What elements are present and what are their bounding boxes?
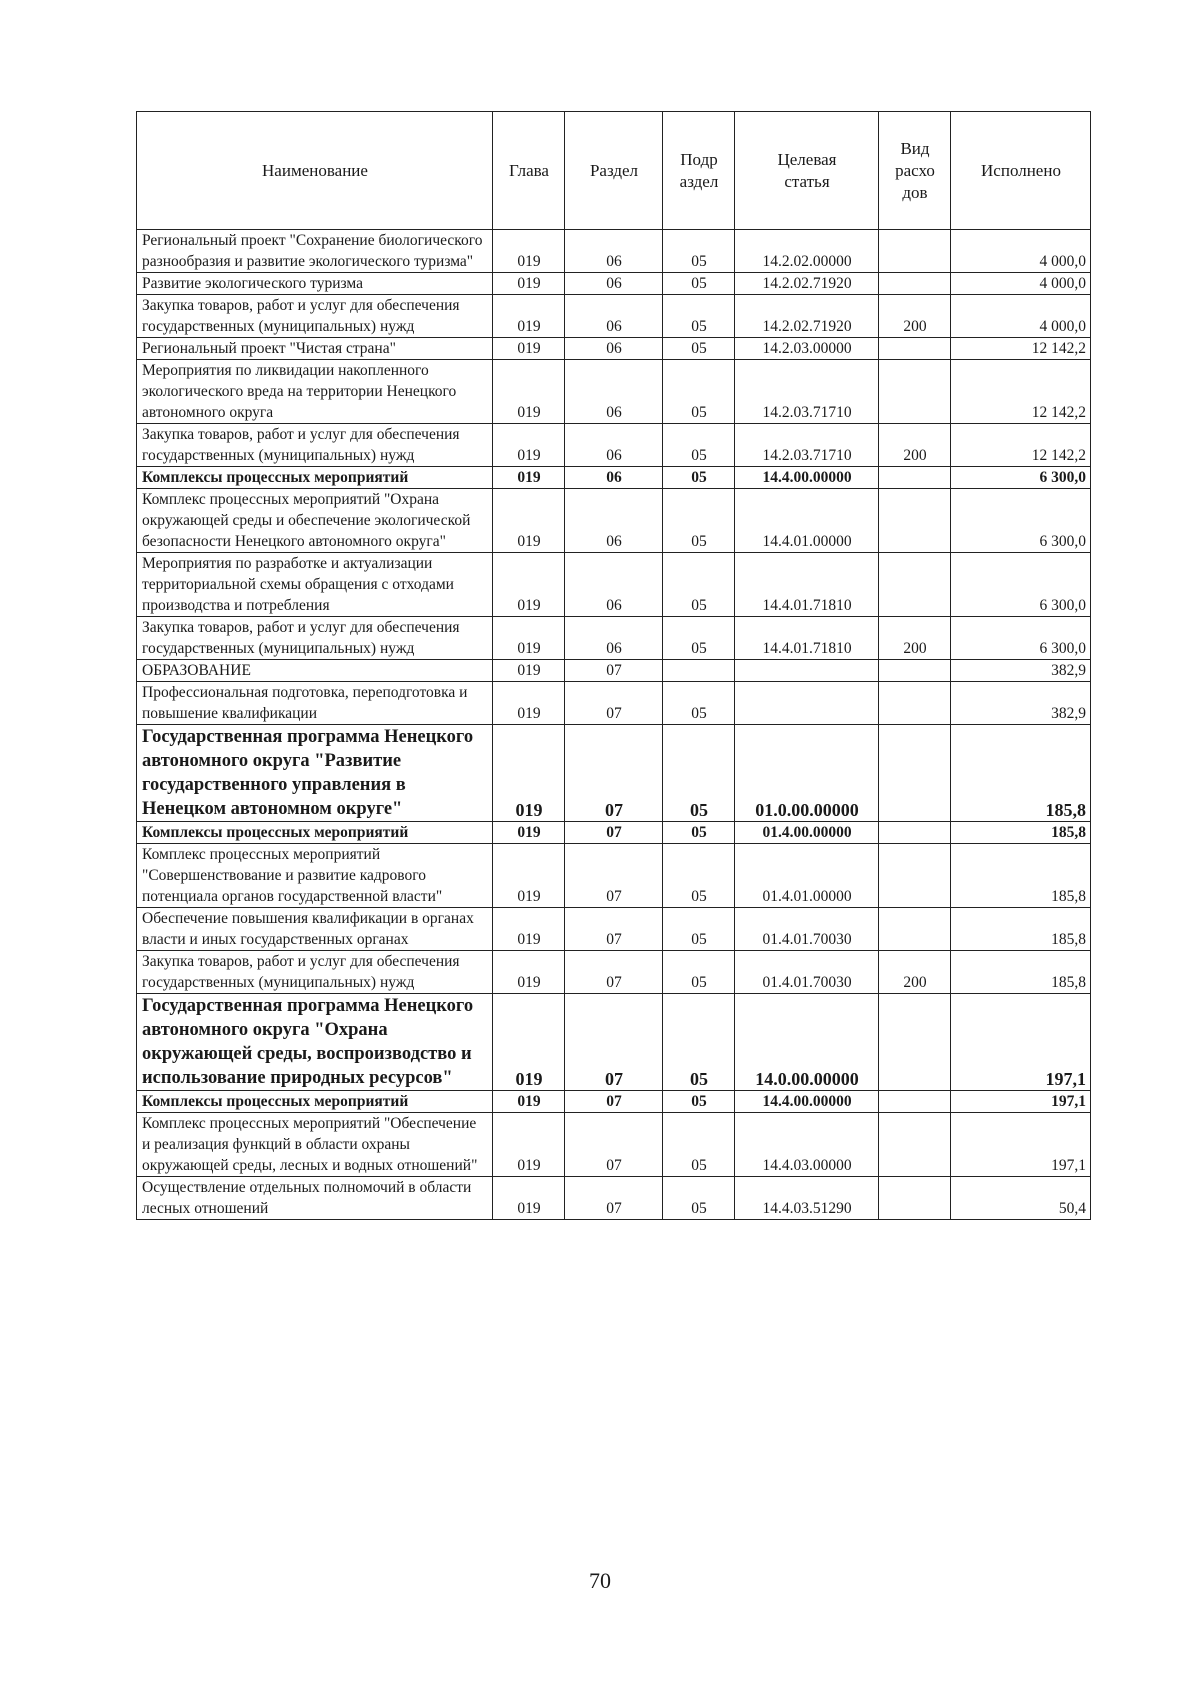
cell-name: Комплекс процессных мероприятий "Совершенствование и развитие кадрового потенциала органов государственной власти" xyxy=(137,844,493,908)
cell-name: Государственная программа Ненецкого автономного округа "Развитие государственного управления в Ненецком автономном округе" xyxy=(137,725,493,822)
table-row xyxy=(137,338,1091,360)
header-name: Наименование xyxy=(137,112,493,230)
cell-expense-type xyxy=(879,725,951,822)
cell-executed: 12 142,2 xyxy=(951,360,1091,424)
cell-podrazdel: 05 xyxy=(663,295,735,338)
table-row xyxy=(137,951,1091,994)
cell-podrazdel: 05 xyxy=(663,822,735,844)
cell-podrazdel: 05 xyxy=(663,338,735,360)
cell-target-article: 14.2.02.71920 xyxy=(735,295,879,338)
table-row xyxy=(137,617,1091,660)
header-expense-type: Вид расхо дов xyxy=(879,112,951,230)
cell-podrazdel: 05 xyxy=(663,273,735,295)
cell-target-article: 14.2.02.71920 xyxy=(735,273,879,295)
cell-name: Комплекс процессных мероприятий "Охрана окружающей среды и обеспечение экологической безопасности Ненецкого автономного округа" xyxy=(137,489,493,553)
cell-expense-type: 200 xyxy=(879,617,951,660)
cell-razdel: 07 xyxy=(565,844,663,908)
cell-razdel: 06 xyxy=(565,338,663,360)
cell-executed: 185,8 xyxy=(951,844,1091,908)
cell-podrazdel: 05 xyxy=(663,360,735,424)
cell-glava: 019 xyxy=(493,424,565,467)
cell-razdel: 07 xyxy=(565,682,663,725)
table-row xyxy=(137,424,1091,467)
cell-name: Мероприятия по ликвидации накопленного экологического вреда на территории Ненецкого автономного округа xyxy=(137,360,493,424)
cell-razdel: 06 xyxy=(565,360,663,424)
cell-expense-type xyxy=(879,338,951,360)
cell-executed: 197,1 xyxy=(951,1113,1091,1177)
cell-name: Закупка товаров, работ и услуг для обеспечения государственных (муниципальных) нужд xyxy=(137,424,493,467)
cell-expense-type xyxy=(879,1091,951,1113)
cell-podrazdel: 05 xyxy=(663,994,735,1091)
cell-target-article: 14.2.03.71710 xyxy=(735,360,879,424)
cell-glava: 019 xyxy=(493,360,565,424)
table-row xyxy=(137,1113,1091,1177)
cell-razdel: 07 xyxy=(565,994,663,1091)
table-row xyxy=(137,822,1091,844)
cell-name: Региональный проект "Чистая страна" xyxy=(137,338,493,360)
cell-razdel: 06 xyxy=(565,553,663,617)
cell-podrazdel: 05 xyxy=(663,489,735,553)
cell-podrazdel: 05 xyxy=(663,467,735,489)
cell-expense-type xyxy=(879,660,951,682)
table-row xyxy=(137,660,1091,682)
cell-target-article: 14.0.00.00000 xyxy=(735,994,879,1091)
cell-razdel: 06 xyxy=(565,230,663,273)
cell-podrazdel: 05 xyxy=(663,553,735,617)
table-row xyxy=(137,489,1091,553)
table-row xyxy=(137,994,1091,1091)
budget-table xyxy=(136,111,1091,1220)
cell-podrazdel: 05 xyxy=(663,908,735,951)
cell-name: Профессиональная подготовка, переподготовка и повышение квалификации xyxy=(137,682,493,725)
cell-name: Комплексы процессных мероприятий xyxy=(137,467,493,489)
table-row xyxy=(137,725,1091,822)
cell-podrazdel: 05 xyxy=(663,682,735,725)
cell-executed: 185,8 xyxy=(951,908,1091,951)
cell-razdel: 07 xyxy=(565,951,663,994)
table-row xyxy=(137,1177,1091,1220)
cell-glava: 019 xyxy=(493,1113,565,1177)
table-body xyxy=(137,230,1091,1220)
cell-podrazdel: 05 xyxy=(663,230,735,273)
cell-glava: 019 xyxy=(493,553,565,617)
cell-podrazdel: 05 xyxy=(663,844,735,908)
cell-podrazdel: 05 xyxy=(663,725,735,822)
cell-target-article: 01.4.01.70030 xyxy=(735,908,879,951)
cell-target-article: 14.4.01.71810 xyxy=(735,617,879,660)
cell-razdel: 07 xyxy=(565,1091,663,1113)
cell-executed: 382,9 xyxy=(951,682,1091,725)
cell-target-article xyxy=(735,682,879,725)
cell-executed: 6 300,0 xyxy=(951,467,1091,489)
cell-glava: 019 xyxy=(493,489,565,553)
cell-name: Развитие экологического туризма xyxy=(137,273,493,295)
cell-target-article: 14.2.02.00000 xyxy=(735,230,879,273)
cell-name: Закупка товаров, работ и услуг для обеспечения государственных (муниципальных) нужд xyxy=(137,617,493,660)
cell-razdel: 07 xyxy=(565,908,663,951)
cell-expense-type xyxy=(879,360,951,424)
table-row xyxy=(137,1091,1091,1113)
cell-name: Закупка товаров, работ и услуг для обеспечения государственных (муниципальных) нужд xyxy=(137,295,493,338)
cell-executed: 6 300,0 xyxy=(951,553,1091,617)
table-row xyxy=(137,908,1091,951)
table-row xyxy=(137,553,1091,617)
cell-razdel: 07 xyxy=(565,1177,663,1220)
cell-executed: 6 300,0 xyxy=(951,489,1091,553)
cell-executed: 197,1 xyxy=(951,994,1091,1091)
cell-name: Региональный проект "Сохранение биологического разнообразия и развитие экологического туризма" xyxy=(137,230,493,273)
cell-name: Комплексы процессных мероприятий xyxy=(137,822,493,844)
cell-executed: 197,1 xyxy=(951,1091,1091,1113)
cell-glava: 019 xyxy=(493,1091,565,1113)
cell-expense-type xyxy=(879,553,951,617)
cell-target-article: 14.2.03.00000 xyxy=(735,338,879,360)
cell-expense-type: 200 xyxy=(879,424,951,467)
cell-razdel: 07 xyxy=(565,1113,663,1177)
cell-executed: 4 000,0 xyxy=(951,273,1091,295)
cell-expense-type xyxy=(879,1113,951,1177)
cell-target-article: 01.4.01.70030 xyxy=(735,951,879,994)
cell-executed: 12 142,2 xyxy=(951,338,1091,360)
cell-razdel: 06 xyxy=(565,295,663,338)
cell-executed: 185,8 xyxy=(951,725,1091,822)
cell-target-article: 14.4.03.00000 xyxy=(735,1113,879,1177)
cell-podrazdel: 05 xyxy=(663,617,735,660)
cell-razdel: 07 xyxy=(565,725,663,822)
cell-glava: 019 xyxy=(493,338,565,360)
cell-glava: 019 xyxy=(493,467,565,489)
table-row xyxy=(137,360,1091,424)
cell-glava: 019 xyxy=(493,660,565,682)
cell-glava: 019 xyxy=(493,725,565,822)
header-razdel: Раздел xyxy=(565,112,663,230)
cell-glava: 019 xyxy=(493,230,565,273)
cell-glava: 019 xyxy=(493,273,565,295)
cell-razdel: 06 xyxy=(565,273,663,295)
cell-name: ОБРАЗОВАНИЕ xyxy=(137,660,493,682)
cell-razdel: 06 xyxy=(565,617,663,660)
cell-name: Закупка товаров, работ и услуг для обеспечения государственных (муниципальных) нужд xyxy=(137,951,493,994)
cell-target-article: 14.2.03.71710 xyxy=(735,424,879,467)
cell-executed: 382,9 xyxy=(951,660,1091,682)
cell-target-article: 14.4.03.51290 xyxy=(735,1177,879,1220)
header-target-article: Целевая статья xyxy=(735,112,879,230)
cell-name: Обеспечение повышения квалификации в органах власти и иных государственных органах xyxy=(137,908,493,951)
cell-glava: 019 xyxy=(493,994,565,1091)
cell-podrazdel: 05 xyxy=(663,951,735,994)
cell-expense-type xyxy=(879,467,951,489)
cell-glava: 019 xyxy=(493,908,565,951)
table-header-row xyxy=(137,112,1091,230)
cell-expense-type xyxy=(879,994,951,1091)
cell-razdel: 07 xyxy=(565,660,663,682)
cell-glava: 019 xyxy=(493,295,565,338)
cell-name: Комплексы процессных мероприятий xyxy=(137,1091,493,1113)
header-glava: Глава xyxy=(493,112,565,230)
cell-razdel: 07 xyxy=(565,822,663,844)
table-row xyxy=(137,295,1091,338)
cell-glava: 019 xyxy=(493,682,565,725)
cell-expense-type xyxy=(879,844,951,908)
cell-target-article: 01.4.00.00000 xyxy=(735,822,879,844)
header-executed: Исполнено xyxy=(951,112,1091,230)
table-row xyxy=(137,273,1091,295)
table-row xyxy=(137,467,1091,489)
cell-executed: 4 000,0 xyxy=(951,230,1091,273)
table-row xyxy=(137,844,1091,908)
cell-podrazdel: 05 xyxy=(663,1113,735,1177)
cell-podrazdel: 05 xyxy=(663,1091,735,1113)
cell-expense-type xyxy=(879,1177,951,1220)
cell-target-article xyxy=(735,660,879,682)
table-row xyxy=(137,230,1091,273)
header-podrazdel: Подр аздел xyxy=(663,112,735,230)
cell-name: Комплекс процессных мероприятий "Обеспечение и реализация функций в области охраны окружающей среды, лесных и водных отношений" xyxy=(137,1113,493,1177)
cell-name: Государственная программа Ненецкого автономного округа "Охрана окружающей среды, воспроизводство и использование природных ресурсов" xyxy=(137,994,493,1091)
cell-glava: 019 xyxy=(493,844,565,908)
cell-executed: 12 142,2 xyxy=(951,424,1091,467)
cell-podrazdel: 05 xyxy=(663,424,735,467)
cell-podrazdel: 05 xyxy=(663,1177,735,1220)
cell-expense-type xyxy=(879,489,951,553)
cell-target-article: 14.4.00.00000 xyxy=(735,467,879,489)
cell-expense-type xyxy=(879,230,951,273)
cell-executed: 4 000,0 xyxy=(951,295,1091,338)
cell-glava: 019 xyxy=(493,1177,565,1220)
cell-podrazdel xyxy=(663,660,735,682)
cell-expense-type xyxy=(879,273,951,295)
cell-executed: 185,8 xyxy=(951,822,1091,844)
cell-target-article: 01.4.01.00000 xyxy=(735,844,879,908)
cell-expense-type xyxy=(879,822,951,844)
cell-executed: 50,4 xyxy=(951,1177,1091,1220)
cell-target-article: 14.4.01.71810 xyxy=(735,553,879,617)
cell-glava: 019 xyxy=(493,822,565,844)
cell-glava: 019 xyxy=(493,951,565,994)
table-row xyxy=(137,682,1091,725)
cell-executed: 6 300,0 xyxy=(951,617,1091,660)
cell-expense-type: 200 xyxy=(879,951,951,994)
page-number: 70 xyxy=(589,1568,611,1593)
cell-razdel: 06 xyxy=(565,467,663,489)
cell-executed: 185,8 xyxy=(951,951,1091,994)
cell-target-article: 14.4.01.00000 xyxy=(735,489,879,553)
cell-target-article: 01.0.00.00000 xyxy=(735,725,879,822)
cell-expense-type: 200 xyxy=(879,295,951,338)
cell-razdel: 06 xyxy=(565,424,663,467)
cell-name: Мероприятия по разработке и актуализации территориальной схемы обращения с отходами производства и потребления xyxy=(137,553,493,617)
cell-razdel: 06 xyxy=(565,489,663,553)
cell-target-article: 14.4.00.00000 xyxy=(735,1091,879,1113)
cell-glava: 019 xyxy=(493,617,565,660)
cell-name: Осуществление отдельных полномочий в области лесных отношений xyxy=(137,1177,493,1220)
cell-expense-type xyxy=(879,908,951,951)
cell-expense-type xyxy=(879,682,951,725)
